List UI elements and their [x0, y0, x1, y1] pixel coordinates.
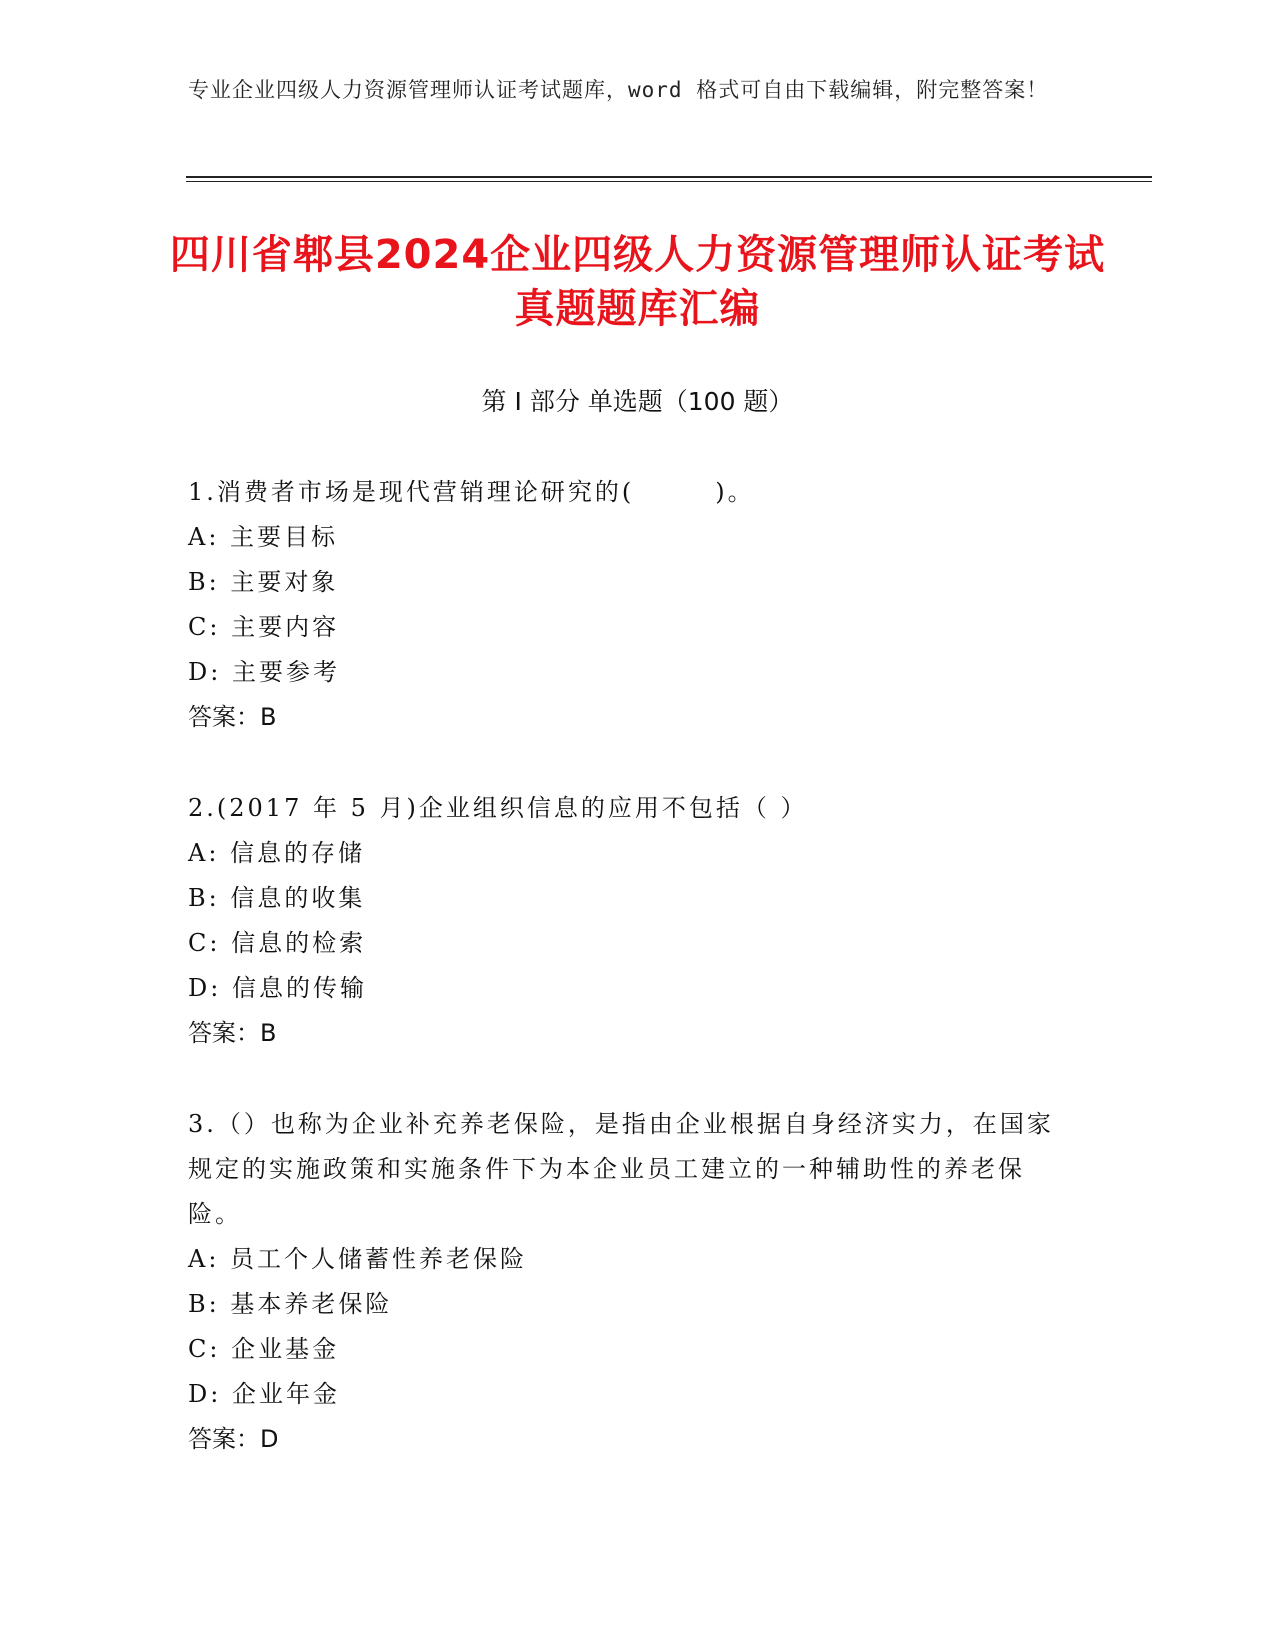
option-b: B: 基本养老保险	[188, 1290, 393, 1318]
header-note: 专业企业四级人力资源管理师认证考试题库，word 格式可自由下载编辑，附完整答案！	[188, 78, 1049, 102]
question-stem: 1.消费者市场是现代营销理论研究的( )。	[188, 478, 755, 506]
question-block-2	[188, 786, 1068, 1056]
option-b: B: 主要对象	[188, 568, 339, 596]
header-divider-thick	[186, 176, 1152, 178]
option-a: A: 信息的存储	[188, 839, 366, 867]
option-c: C: 企业基金	[188, 1335, 340, 1363]
option-d: D: 企业年金	[188, 1380, 340, 1408]
answer-line: 答案：B	[188, 1019, 277, 1047]
question-stem: 2.(2017 年 5 月)企业组织信息的应用不包括（ ）	[188, 794, 808, 822]
option-c: C: 主要内容	[188, 613, 340, 641]
option-a: A: 员工个人储蓄性养老保险	[188, 1245, 528, 1273]
option-c: C: 信息的检索	[188, 929, 367, 957]
question-block-1	[188, 470, 1068, 740]
option-d: D: 信息的传输	[188, 974, 367, 1002]
option-a: A: 主要目标	[188, 523, 339, 551]
question-block-3	[188, 1102, 1068, 1462]
document-title: 四川省郫县2024企业四级人力资源管理师认证考试真题题库汇编	[169, 232, 1106, 332]
header-divider-thin	[186, 181, 1152, 182]
question-stem: 3.（）也称为企业补充养老保险，是指由企业根据自身经济实力，在国家规定的实施政策和实施条件下为本企业员工建立的一种辅助性的养老保险。	[188, 1110, 1054, 1228]
answer-line: 答案：B	[188, 703, 277, 731]
option-b: B: 信息的收集	[188, 884, 366, 912]
section-heading: 第 I 部分 单选题（100 题）	[481, 387, 794, 416]
option-d: D: 主要参考	[188, 658, 340, 686]
answer-line: 答案：D	[188, 1425, 279, 1453]
